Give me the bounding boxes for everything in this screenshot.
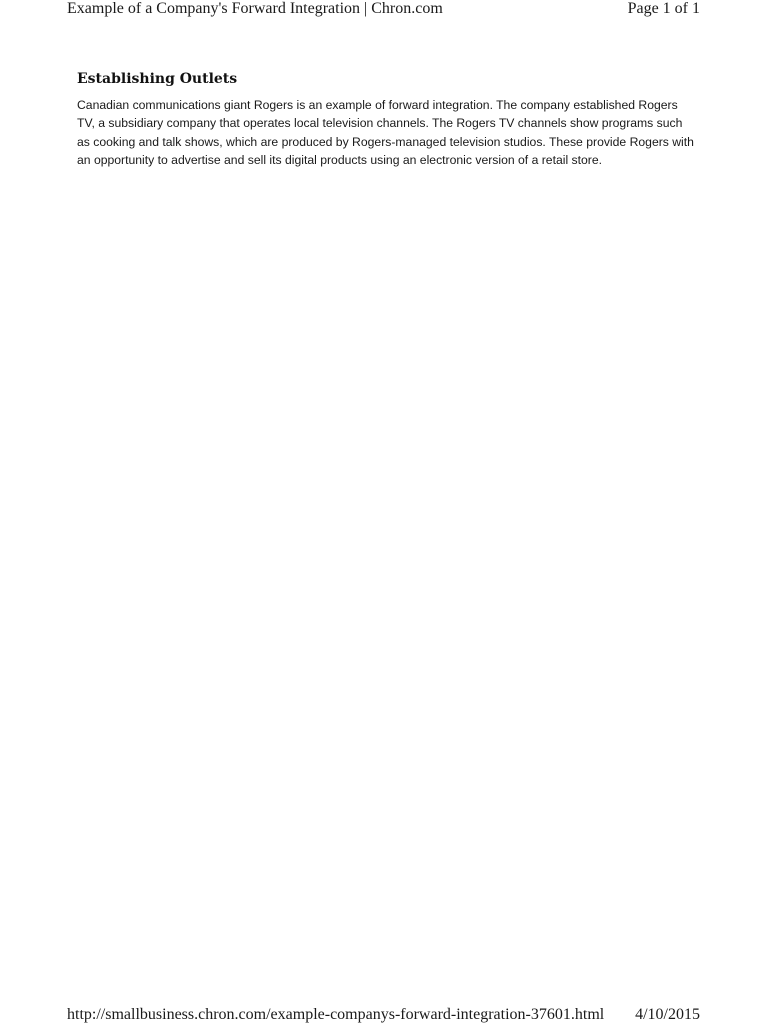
print-date: 4/10/2015 [635, 1006, 700, 1023]
page-title: Example of a Company's Forward Integration | Chron.com [67, 0, 443, 17]
source-url: http://smallbusiness.chron.com/example-companys-forward-integration-37601.html [67, 1006, 605, 1023]
section-body: Canadian communications giant Rogers is an example of forward integration. The company established Rogers TV, a subsidiary company that operates local television channels. The Rogers TV channels show programs such as cooking and talk shows, which are produced by Rogers-managed television studios. These provide Rogers with an opportunity to advertise and sell its digital products using an electronic version of a retail store. [77, 98, 694, 167]
article-section [77, 70, 697, 169]
print-footer [67, 1006, 700, 1024]
section-heading: Establishing Outlets [77, 71, 238, 87]
print-header [67, 0, 700, 18]
page-indicator: Page 1 of 1 [627, 0, 700, 17]
